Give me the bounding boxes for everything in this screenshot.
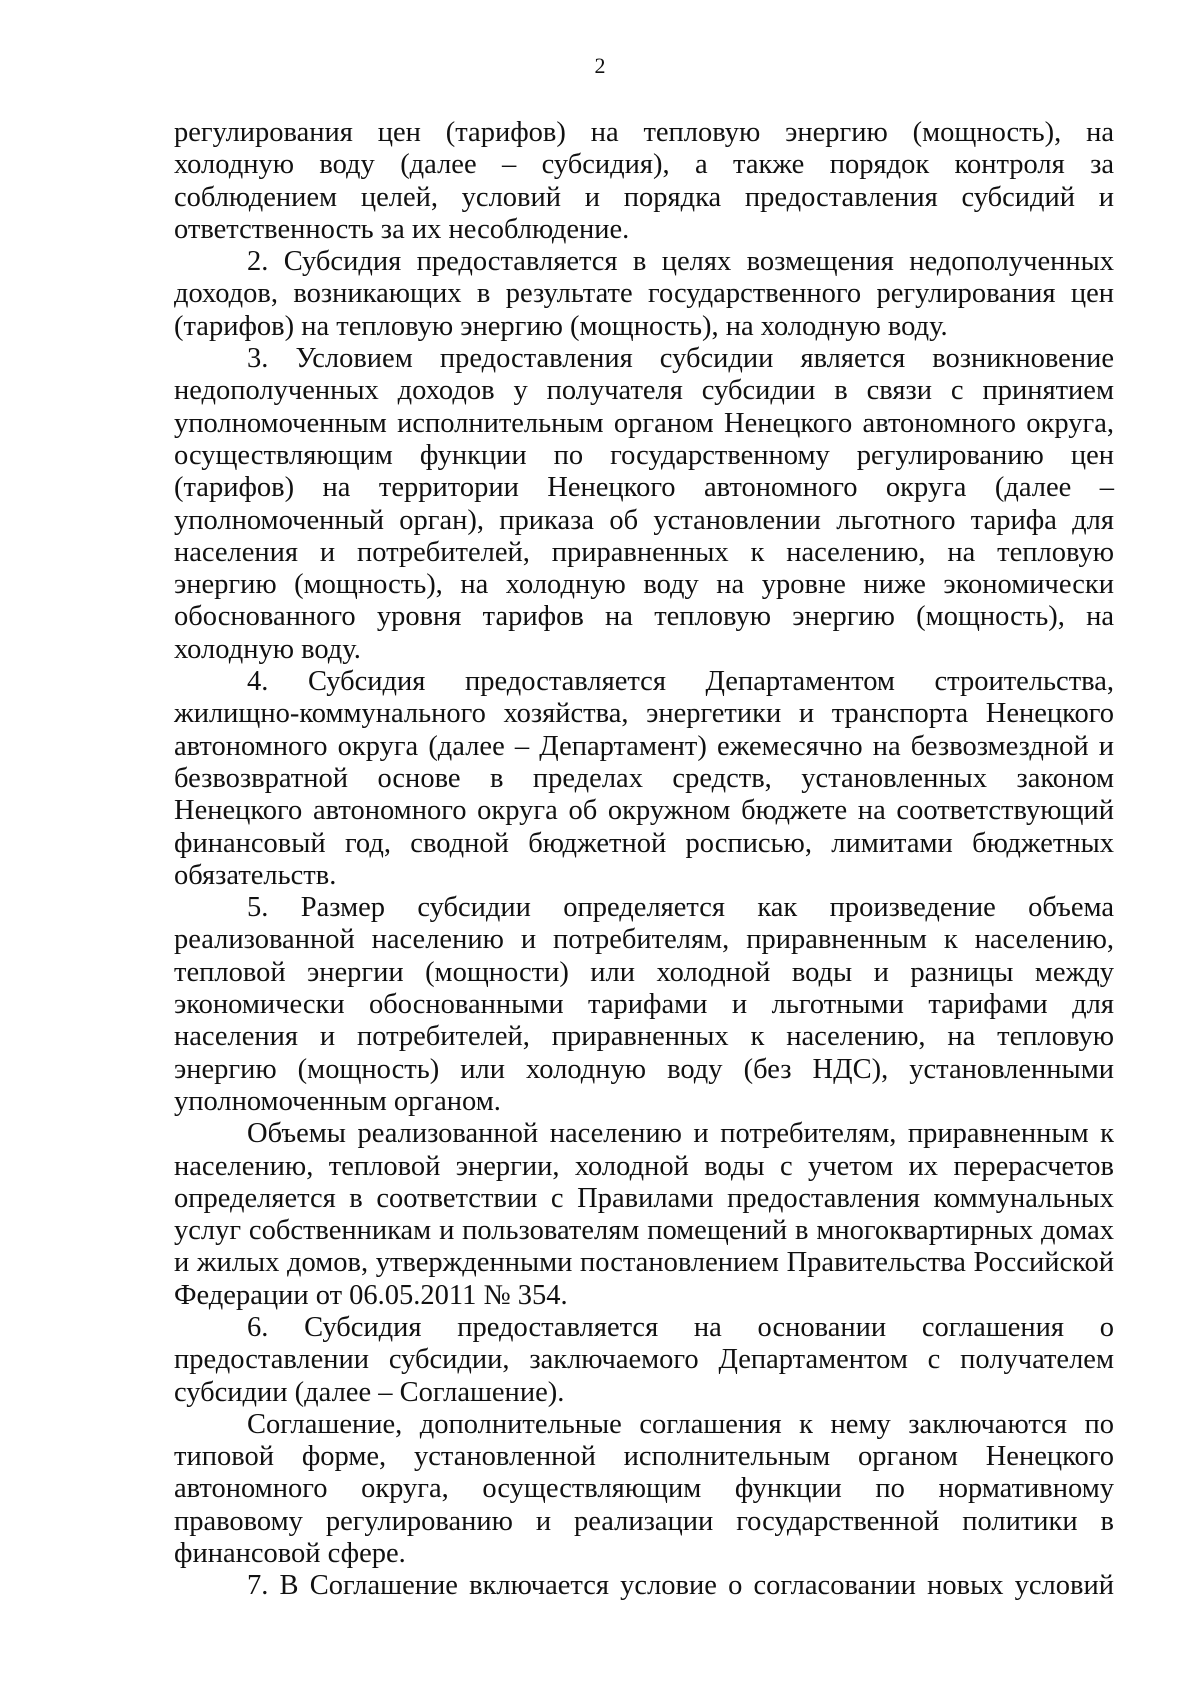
paragraph-item-5: 5. Размер субсидии определяется как произведение объема реализованной населению и потребителям, приравненным к населению, тепловой энергии (мощности) или холодной воды и разницы между экономически обоснованными тарифами и льготными тарифами для населения и потребителей, приравненных к населению, на тепловую энергию (мощность) или холодную воду (без НДС), установленными уполномоченным органом. [174,892,1114,1117]
paragraph-agreement: Соглашение, дополнительные соглашения к нему заключаются по типовой форме, установленной исполнительным органом Ненецкого автономного округа, осуществляющим функции по нормативному правовому регулированию и реализации государственной политики в финансовой сфере. [174,1408,1114,1570]
paragraph-continuation: регулирования цен (тарифов) на тепловую энергию (мощность), на холодную воду (далее – субсидия), а также порядок контроля за соблюдением целей, условий и порядка предоставления субсидий и ответственность за их несоблюдение. [174,117,1114,245]
paragraph-item-2: 2. Субсидия предоставляется в целях возмещения недополученных доходов, возникающих в результате государственного регулирования цен (тарифов) на тепловую энергию (мощность), на холодную воду. [174,246,1114,342]
page-number: 2 [594,53,606,78]
paragraph-volumes: Объемы реализованной населению и потребителям, приравненным к населению, тепловой энергии, холодной воды с учетом их перерасчетов определяется в соответствии с Правилами предоставления коммунальных услуг собственникам и пользователям помещений в многоквартирных домах и жилых домов, утвержденными постановлением Правительства Российской Федерации от 06.05.2011 № 354. [174,1118,1114,1311]
paragraph-item-3: 3. Условием предоставления субсидии является возникновение недополученных доходов у получателя субсидии в связи с принятием уполномоченным исполнительным органом Ненецкого автономного округа, осуществляющим функции по государственному регулированию цен (тарифов) на территории Ненецкого автономного округа (далее – уполномоченный орган), приказа об установлении льготного тарифа для населения и потребителей, приравненных к населению, на тепловую энергию (мощность), на холодную воду на уровне ниже экономически обоснованного уровня тарифов на тепловую энергию (мощность), на холодную воду. [174,343,1114,665]
document-body [174,117,1114,1603]
paragraph-item-6: 6. Субсидия предоставляется на основании соглашения о предоставлении субсидии, заключаемого Департаментом с получателем субсидии (далее – Соглашение). [174,1311,1114,1408]
paragraph-item-7: 7. В Соглашение включается условие о согласовании новых условий [247,1570,1114,1602]
paragraph-item-4: 4. Субсидия предоставляется Департаментом строительства, жилищно-коммунального хозяйства, энергетики и транспорта Ненецкого автономного округа (далее – Департамент) ежемесячно на безвозмездной и безвозвратной основе в пределах средств, установленных законом Ненецкого автономного округа об окружном бюджете на соответствующий финансовый год, сводной бюджетной росписью, лимитами бюджетных обязательств. [174,666,1114,891]
